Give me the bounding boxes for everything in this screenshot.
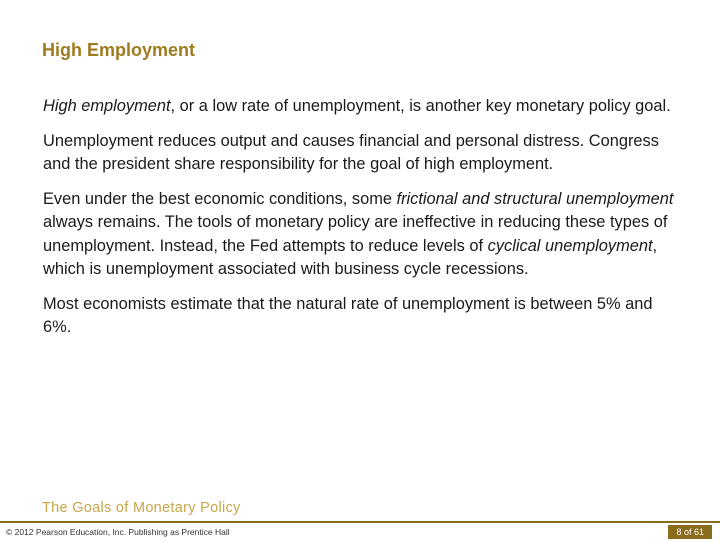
- paragraph-unemployment-effects: [43, 130, 683, 177]
- term-high-employment: High employment: [43, 97, 171, 115]
- paragraph-text: Even under the best economic conditions, some: [43, 189, 397, 208]
- paragraph-high-employment: [43, 95, 683, 119]
- paragraph-text: Unemployment reduces output and causes financial and personal distress. Congress and the president share responsibility for the goal of high employment.: [43, 131, 659, 173]
- slide-title: High Employment: [42, 40, 196, 60]
- paragraph-natural-rate: [43, 293, 683, 340]
- slide-body: [43, 95, 683, 351]
- term-cyclical-unemployment: cyclical unemployment: [487, 236, 653, 255]
- paragraph-text: , or a low rate of unemployment, is another key monetary policy goal.: [170, 97, 671, 115]
- copyright-text: © 2012 Pearson Education, Inc. Publishing as Prentice Hall: [6, 527, 230, 537]
- page-number-badge: 8 of 61: [668, 525, 712, 539]
- paragraph-text: , which is unemployment associated with business cycle recessions.: [43, 236, 658, 278]
- footer: [0, 521, 720, 542]
- term-frictional-structural: frictional and structural unemployment: [396, 189, 674, 208]
- section-label: The Goals of Monetary Policy: [42, 500, 241, 516]
- paragraph-text: Most economists estimate that the natural rate of unemployment is between 5% and 6%.: [43, 294, 653, 336]
- paragraph-frictional-structural: [43, 188, 683, 282]
- paragraph-text: always remains. The tools of monetary policy are ineffective in reducing these types of unemployment. Instead, the Fed attempts to reduce levels of: [43, 213, 668, 255]
